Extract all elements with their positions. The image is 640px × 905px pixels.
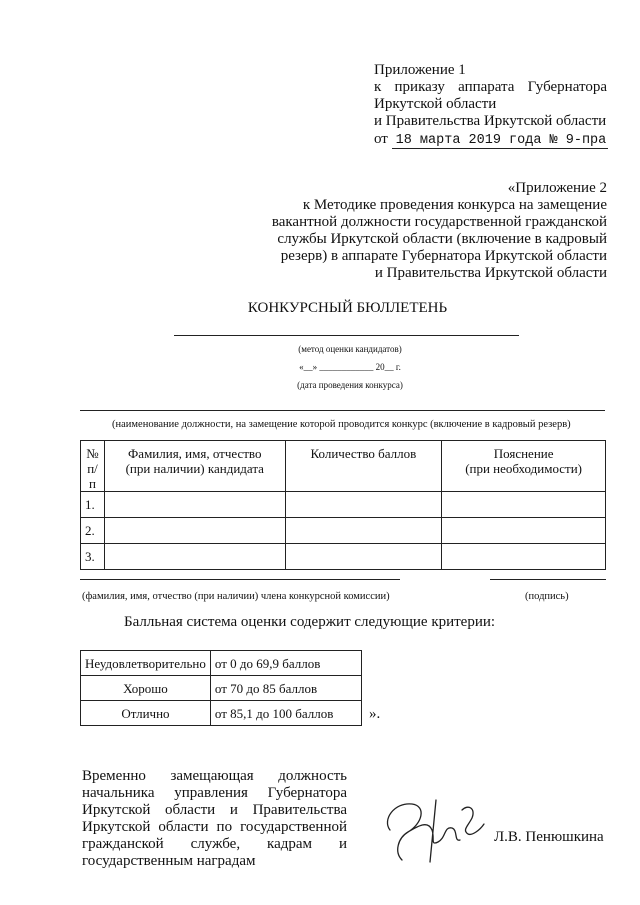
appendix2-line: службы Иркутской области (включение в кадровый [277, 231, 607, 247]
table-row [81, 518, 606, 544]
appendix2-line: вакантной должности государственной гражданской [271, 214, 607, 230]
footer-line: государственным наградам [82, 853, 256, 869]
order-date-line [374, 131, 608, 149]
order-date-number: 18 марта 2019 года № 9-пра [392, 133, 609, 149]
criteria-closing: ». [369, 706, 381, 722]
position-line [80, 410, 605, 411]
note-cell[interactable] [442, 492, 606, 518]
score-cell[interactable] [285, 492, 442, 518]
table-header-row [81, 441, 606, 492]
handwritten-signature [372, 790, 492, 870]
footer-line: начальника управления Губернатора [82, 785, 347, 801]
note-cell[interactable] [442, 518, 606, 544]
order-ot: от [374, 131, 388, 147]
signature-line [490, 579, 606, 580]
appendix2-line: «Приложение 2 [507, 180, 607, 196]
header-name: Фамилия, имя, отчество (при наличии) кандидата [104, 441, 285, 492]
score-cell[interactable] [285, 544, 442, 570]
row-number: 2. [81, 518, 105, 544]
footer-line: гражданской службе, кадрам и [82, 836, 347, 852]
criteria-range: от 85,1 до 100 баллов [210, 701, 361, 726]
footer-line: Временно замещающая должность [82, 768, 347, 784]
candidate-name-cell[interactable] [104, 492, 285, 518]
row-number: 1. [81, 492, 105, 518]
date-caption: (дата проведения конкурса) [297, 380, 403, 390]
method-line [174, 335, 519, 336]
criteria-grade: Отлично [81, 701, 211, 726]
note-cell[interactable] [442, 544, 606, 570]
table-row [81, 544, 606, 570]
criteria-row [81, 676, 362, 701]
date-template: «__» ____________ 20__ г. [299, 362, 401, 372]
appendix1-line3: Иркутской области [374, 96, 497, 112]
appendix1-line4: и Правительства Иркутской области [374, 113, 607, 129]
score-cell[interactable] [285, 518, 442, 544]
signature-caption: (подпись) [525, 591, 569, 602]
criteria-grade: Хорошо [81, 676, 211, 701]
row-number: 3. [81, 544, 105, 570]
candidate-name-cell[interactable] [104, 518, 285, 544]
header-number: № п/п [81, 441, 105, 492]
method-caption: (метод оценки кандидатов) [298, 344, 402, 354]
table-row [81, 492, 606, 518]
header-score: Количество баллов [285, 441, 442, 492]
position-caption: (наименование должности, на замещение которой проводится конкурс (включение в кадровый резерв) [112, 419, 571, 430]
criteria-intro: Балльная система оценки содержит следующие критерии: [124, 614, 496, 630]
appendix2-block [240, 180, 607, 282]
signer-name: Л.В. Пенюшкина [494, 829, 604, 845]
appendix1-title: Приложение 1 [374, 62, 466, 78]
header-note: Пояснение (при необходимости) [442, 441, 606, 492]
appendix2-line: и Правительства Иркутской области [374, 265, 607, 281]
footer-line: Иркутской области по государственной [82, 819, 347, 835]
candidate-name-cell[interactable] [104, 544, 285, 570]
criteria-range: от 0 до 69,9 баллов [210, 651, 361, 676]
member-name-line [80, 579, 400, 580]
ballot-title: КОНКУРСНЫЙ БЮЛЛЕТЕНЬ [247, 300, 448, 316]
member-caption: (фамилия, имя, отчество (при наличии) члена конкурсной комиссии) [82, 591, 390, 602]
candidates-table [80, 440, 606, 570]
criteria-grade: Неудовлетворительно [81, 651, 211, 676]
appendix1-line2: к приказу аппарата Губернатора [374, 79, 607, 95]
footer-line: Иркутской области и Правительства [82, 802, 347, 818]
criteria-table [80, 650, 362, 726]
criteria-row [81, 701, 362, 726]
appendix2-line: резерв) в аппарате Губернатора Иркутской области [280, 248, 607, 264]
appendix2-line: к Методике проведения конкурса на замещение [302, 197, 607, 213]
footer-position [82, 768, 347, 870]
criteria-row [81, 651, 362, 676]
criteria-range: от 70 до 85 баллов [210, 676, 361, 701]
